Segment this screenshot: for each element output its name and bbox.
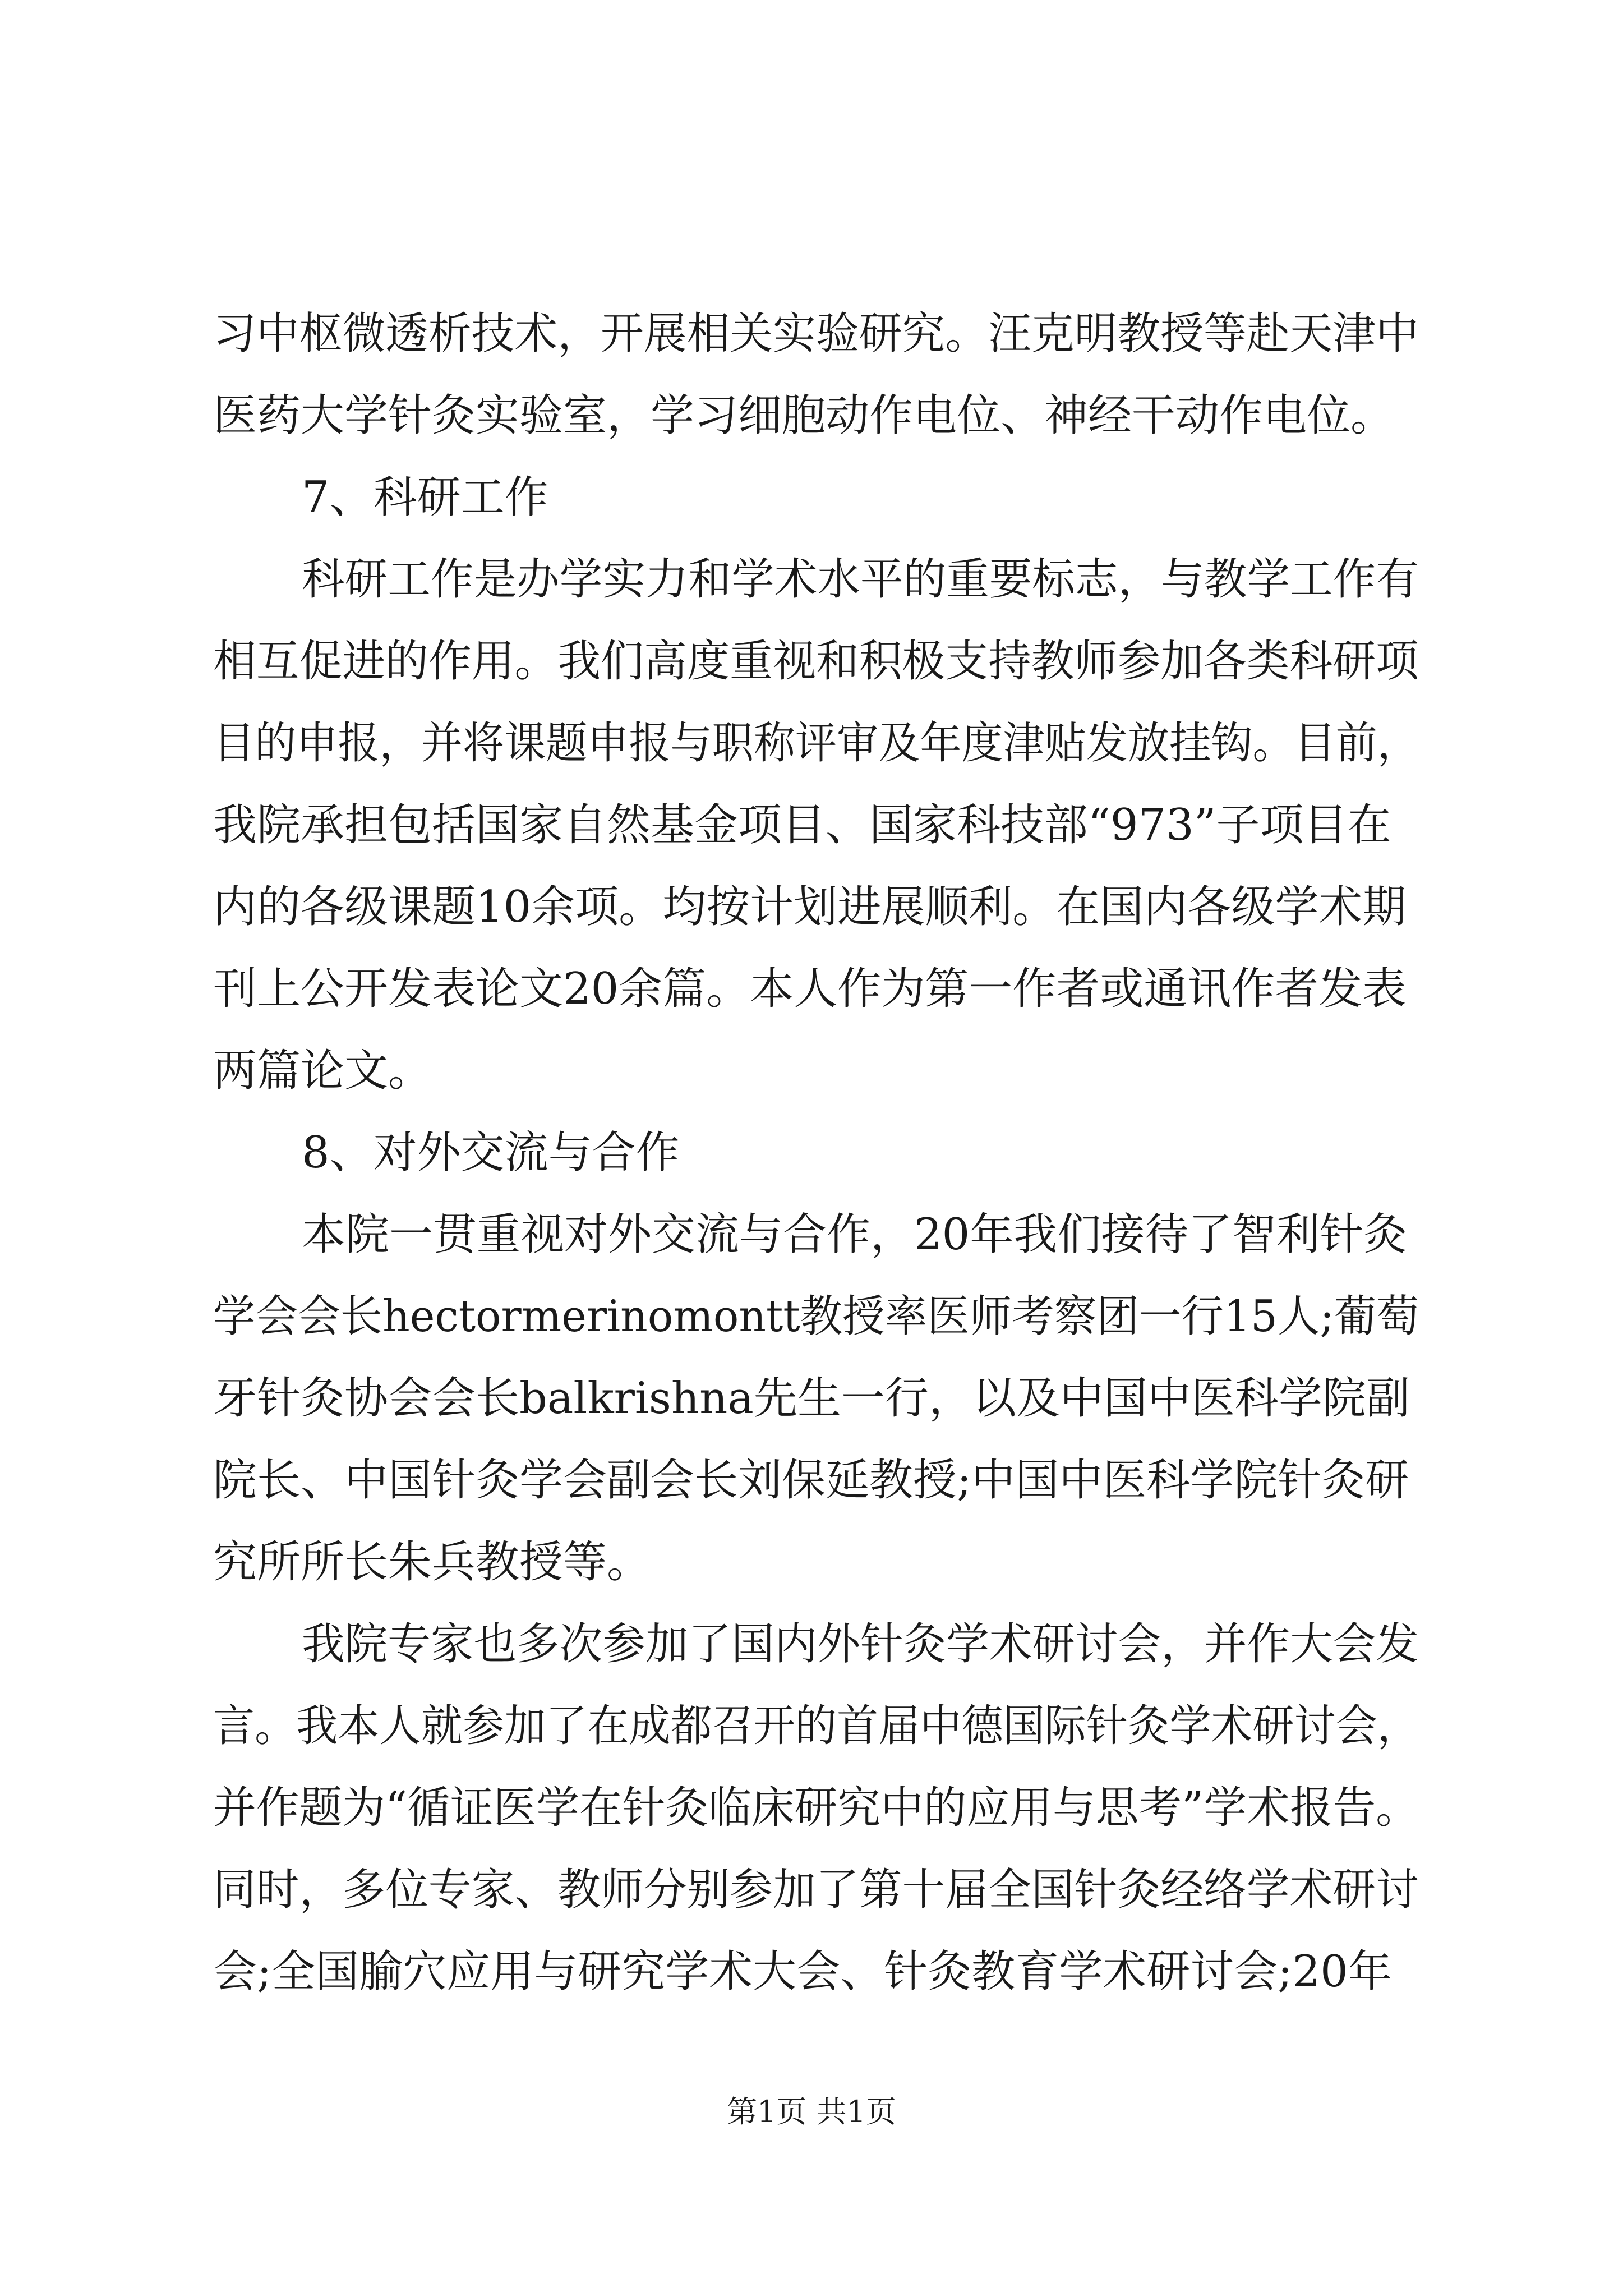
line-text: 习中枢微透析技术，开展相关实验研究。汪克明教授等赴天津中 [213, 309, 1419, 359]
text-line [0, 1930, 1623, 2014]
line-text: 言。我本人就参加了在成都召开的首届中德国际针灸学术研讨会， [213, 1701, 1419, 1751]
line-text: 学会会长hectormerinomontt教授率医师考察团一行15人;葡萄 [213, 1291, 1419, 1342]
text-line [0, 1356, 1623, 1441]
line-text: 我院承担包括国家自然基金项目、国家科技部“973”子项目在 [213, 800, 1391, 850]
line-text: 院长、中国针灸学会副会长刘保延教授;中国中医科学院针灸研 [213, 1455, 1409, 1506]
text-line [0, 292, 1623, 376]
line-text: 医药大学针灸实验室，学习细胞动作电位、神经干动作电位。 [213, 390, 1395, 441]
text-line [0, 783, 1623, 867]
text-line [0, 537, 1623, 622]
line-text: 刊上公开发表论文20余篇。本人作为第一作者或通讯作者发表 [213, 964, 1407, 1014]
line-text: 科研工作是办学实力和学术水平的重要标志，与教学工作有 [302, 554, 1419, 605]
text-line [0, 1438, 1623, 1522]
section-heading [0, 1111, 1623, 1195]
text-line [0, 1029, 1623, 1113]
line-text: 内的各级课题10余项。均按计划进展顺利。在国内各级学术期 [213, 882, 1407, 932]
text-line [0, 374, 1623, 458]
heading-text: 8、对外交流与合作 [302, 1128, 680, 1178]
text-line [0, 1520, 1623, 1604]
line-text: 同时，多位专家、教师分别参加了第十届全国针灸经络学术研讨 [213, 1865, 1419, 1915]
text-line [0, 1274, 1623, 1359]
line-text: 牙针灸协会会长balkrishna先生一行，以及中国中医科学院副 [213, 1373, 1410, 1424]
line-text: 目的申报，并将课题申报与职称评审及年度津贴发放挂钩。目前， [213, 718, 1419, 769]
line-text: 会;全国腧穴应用与研究学术大会、针灸教育学术研讨会;20年 [213, 1947, 1392, 1997]
page-footer: 第1页 共1页 [727, 2094, 896, 2129]
text-line [0, 865, 1623, 949]
text-line [0, 1602, 1623, 1686]
text-line [0, 619, 1623, 703]
text-line [0, 1193, 1623, 1277]
text-line [0, 701, 1623, 785]
text-line [0, 1684, 1623, 1768]
line-text: 两篇论文。 [213, 1046, 432, 1096]
text-line [0, 1848, 1623, 1932]
text-line [0, 947, 1623, 1031]
line-text: 并作题为“循证医学在针灸临床研究中的应用与思考”学术报告。 [213, 1783, 1419, 1833]
line-text: 我院专家也多次参加了国内外针灸学术研讨会，并作大会发 [302, 1619, 1419, 1669]
heading-text: 7、科研工作 [302, 472, 548, 523]
line-text: 究所所长朱兵教授等。 [213, 1537, 651, 1588]
line-text: 相互促进的作用。我们高度重视和积极支持教师参加各类科研项 [213, 636, 1419, 687]
line-text: 本院一贯重视对外交流与合作，20年我们接待了智利针灸 [302, 1209, 1408, 1260]
text-line [0, 1766, 1623, 1850]
section-heading [0, 455, 1623, 540]
